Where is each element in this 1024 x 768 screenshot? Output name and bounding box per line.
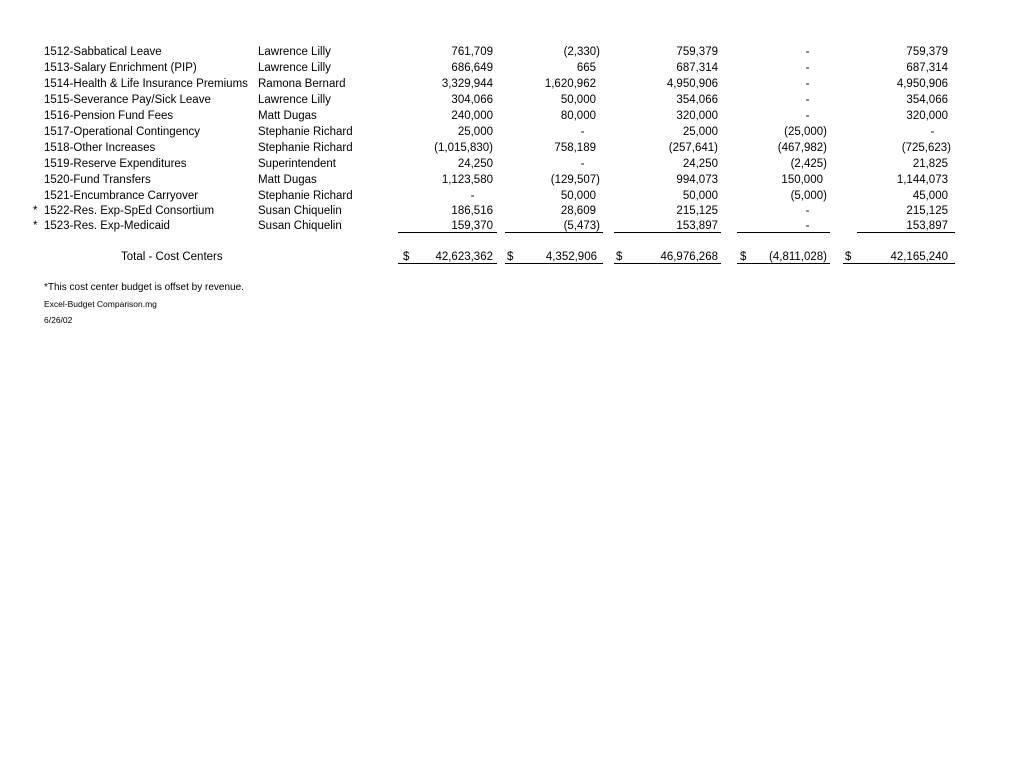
value-col-4: - <box>805 220 810 232</box>
value-col-4: 150,000 <box>781 174 823 186</box>
total-col-3: 46,976,268 <box>660 251 718 263</box>
revenue-offset-mark <box>33 156 43 172</box>
subtotal-underline <box>398 232 497 233</box>
cost-center-owner: Susan Chiquelin <box>258 205 342 217</box>
revenue-offset-mark <box>33 76 43 92</box>
value-col-2: (129,507) <box>550 174 600 186</box>
value-col-4: - <box>805 62 810 74</box>
revenue-offset-mark <box>33 44 43 60</box>
value-col-5: 21,825 <box>912 158 948 170</box>
value-col-1: (1,015,830) <box>434 142 493 154</box>
value-col-4: - <box>805 46 810 58</box>
total-underline <box>737 263 830 264</box>
value-col-2: (5,473) <box>563 220 600 232</box>
revenue-offset-mark <box>33 188 43 204</box>
currency-symbol: $ <box>507 251 514 263</box>
value-col-2: 1,620,962 <box>544 78 596 90</box>
value-col-1: - <box>470 190 475 202</box>
cost-center-owner: Stephanie Richard <box>258 126 353 138</box>
value-col-4: (5,000) <box>790 190 827 202</box>
total-col-4: (4,811,028) <box>769 251 827 263</box>
subtotal-underline <box>614 232 721 233</box>
value-col-4: (2,425) <box>790 158 827 170</box>
value-col-5: 1,144,073 <box>896 174 948 186</box>
total-label: Total - Cost Centers <box>121 251 223 263</box>
value-col-4: - <box>805 78 810 90</box>
table-row <box>0 172 1024 188</box>
value-col-5: 4,950,906 <box>896 78 948 90</box>
value-col-2: 28,609 <box>560 205 596 217</box>
value-col-5: 45,000 <box>912 190 948 202</box>
value-col-3: 4,950,906 <box>666 78 718 90</box>
value-col-5: (725,623) <box>901 142 951 154</box>
value-col-4: - <box>805 205 810 217</box>
value-col-5: 687,314 <box>906 62 948 74</box>
file-name-footer: Excel-Budget Comparison.mg <box>44 299 157 309</box>
table-row <box>0 188 1024 204</box>
cost-center-name: 1523-Res. Exp-Medicaid <box>44 220 170 232</box>
value-col-1: 24,250 <box>457 158 493 170</box>
subtotal-underline <box>857 232 955 233</box>
cost-center-owner: Lawrence Lilly <box>258 94 331 106</box>
table-row <box>0 92 1024 108</box>
cost-center-owner: Superintendent <box>258 158 337 170</box>
table-row <box>0 44 1024 60</box>
value-col-1: 186,516 <box>451 205 493 217</box>
cost-center-owner: Susan Chiquelin <box>258 220 342 232</box>
value-col-1: 3,329,944 <box>441 78 493 90</box>
value-col-3: 354,066 <box>676 94 718 106</box>
value-col-4: - <box>805 110 810 122</box>
total-col-5: 42,165,240 <box>890 251 948 263</box>
cost-center-name: 1517-Operational Contingency <box>44 126 200 138</box>
value-col-5: 320,000 <box>906 110 948 122</box>
value-col-1: 761,709 <box>451 46 493 58</box>
table-row <box>0 140 1024 156</box>
value-col-1: 1,123,580 <box>441 174 493 186</box>
revenue-offset-mark <box>33 108 43 124</box>
value-col-3: 759,379 <box>676 46 718 58</box>
value-col-2: 80,000 <box>560 110 596 122</box>
total-underline <box>505 263 603 264</box>
value-col-3: 687,314 <box>676 62 718 74</box>
table-row <box>0 156 1024 172</box>
value-col-4: - <box>805 94 810 106</box>
value-col-5: 354,066 <box>906 94 948 106</box>
cost-center-owner: Ramona Bernard <box>258 78 346 90</box>
value-col-5: 215,125 <box>906 205 948 217</box>
value-col-3: 320,000 <box>676 110 718 122</box>
value-col-5: 153,897 <box>906 220 948 232</box>
cost-center-name: 1520-Fund Transfers <box>44 174 151 186</box>
table-row <box>0 60 1024 76</box>
value-col-1: 159,370 <box>451 220 493 232</box>
value-col-1: 686,649 <box>451 62 493 74</box>
cost-center-owner: Stephanie Richard <box>258 190 353 202</box>
value-col-3: 215,125 <box>676 205 718 217</box>
subtotal-underline <box>505 232 603 233</box>
value-col-2: (2,330) <box>563 46 600 58</box>
table-row <box>0 124 1024 140</box>
cost-center-name: 1519-Reserve Expenditures <box>44 158 187 170</box>
revenue-offset-mark: * <box>33 220 38 232</box>
cost-center-name: 1518-Other Increases <box>44 142 156 154</box>
cost-center-name: 1512-Sabbatical Leave <box>44 46 162 58</box>
cost-center-name: 1522-Res. Exp-SpEd Consortium <box>44 205 215 217</box>
cost-center-name: 1521-Encumbrance Carryover <box>44 190 199 202</box>
value-col-2: 665 <box>576 62 596 74</box>
cost-center-owner: Lawrence Lilly <box>258 62 331 74</box>
value-col-2: 758,189 <box>554 142 596 154</box>
value-col-3: 25,000 <box>682 126 718 138</box>
revenue-offset-mark <box>33 92 43 108</box>
revenue-offset-mark <box>33 60 43 76</box>
value-col-2: 50,000 <box>560 190 596 202</box>
table-row <box>0 203 1024 219</box>
value-col-2: - <box>580 126 585 138</box>
cost-center-owner: Lawrence Lilly <box>258 46 331 58</box>
revenue-offset-mark <box>33 124 43 140</box>
total-underline <box>398 263 497 264</box>
cost-center-owner: Matt Dugas <box>258 110 317 122</box>
value-col-3: 153,897 <box>676 220 718 232</box>
cost-center-name: 1513-Salary Enrichment (PIP) <box>44 62 197 74</box>
value-col-1: 304,066 <box>451 94 493 106</box>
total-underline <box>843 263 955 264</box>
value-col-3: (257,641) <box>668 142 718 154</box>
currency-symbol: $ <box>740 251 747 263</box>
value-col-5: - <box>930 126 935 138</box>
value-col-3: 50,000 <box>682 190 718 202</box>
table-row <box>0 76 1024 92</box>
total-col-2: 4,352,906 <box>545 251 597 263</box>
revenue-offset-mark: * <box>33 205 38 217</box>
value-col-2: - <box>580 158 585 170</box>
date-footer: 6/26/02 <box>44 315 73 325</box>
value-col-3: 24,250 <box>682 158 718 170</box>
value-col-5: 759,379 <box>906 46 948 58</box>
total-underline <box>614 263 721 264</box>
subtotal-underline <box>737 232 830 233</box>
value-col-4: (467,982) <box>777 142 827 154</box>
currency-symbol: $ <box>845 251 852 263</box>
cost-center-name: 1514-Health & Life Insurance Premiums <box>44 78 248 90</box>
cost-center-name: 1516-Pension Fund Fees <box>44 110 174 122</box>
cost-center-owner: Matt Dugas <box>258 174 317 186</box>
value-col-1: 25,000 <box>457 126 493 138</box>
currency-symbol: $ <box>616 251 623 263</box>
revenue-offset-mark <box>33 172 43 188</box>
revenue-offset-mark <box>33 140 43 156</box>
value-col-1: 240,000 <box>451 110 493 122</box>
value-col-2: 50,000 <box>560 94 596 106</box>
value-col-4: (25,000) <box>784 126 827 138</box>
cost-center-owner: Stephanie Richard <box>258 142 353 154</box>
value-col-3: 994,073 <box>676 174 718 186</box>
total-col-1: 42,623,362 <box>435 251 493 263</box>
currency-symbol: $ <box>403 251 410 263</box>
table-row <box>0 108 1024 124</box>
cost-center-name: 1515-Severance Pay/Sick Leave <box>44 94 211 106</box>
revenue-offset-footnote: *This cost center budget is offset by revenue. <box>44 282 244 293</box>
